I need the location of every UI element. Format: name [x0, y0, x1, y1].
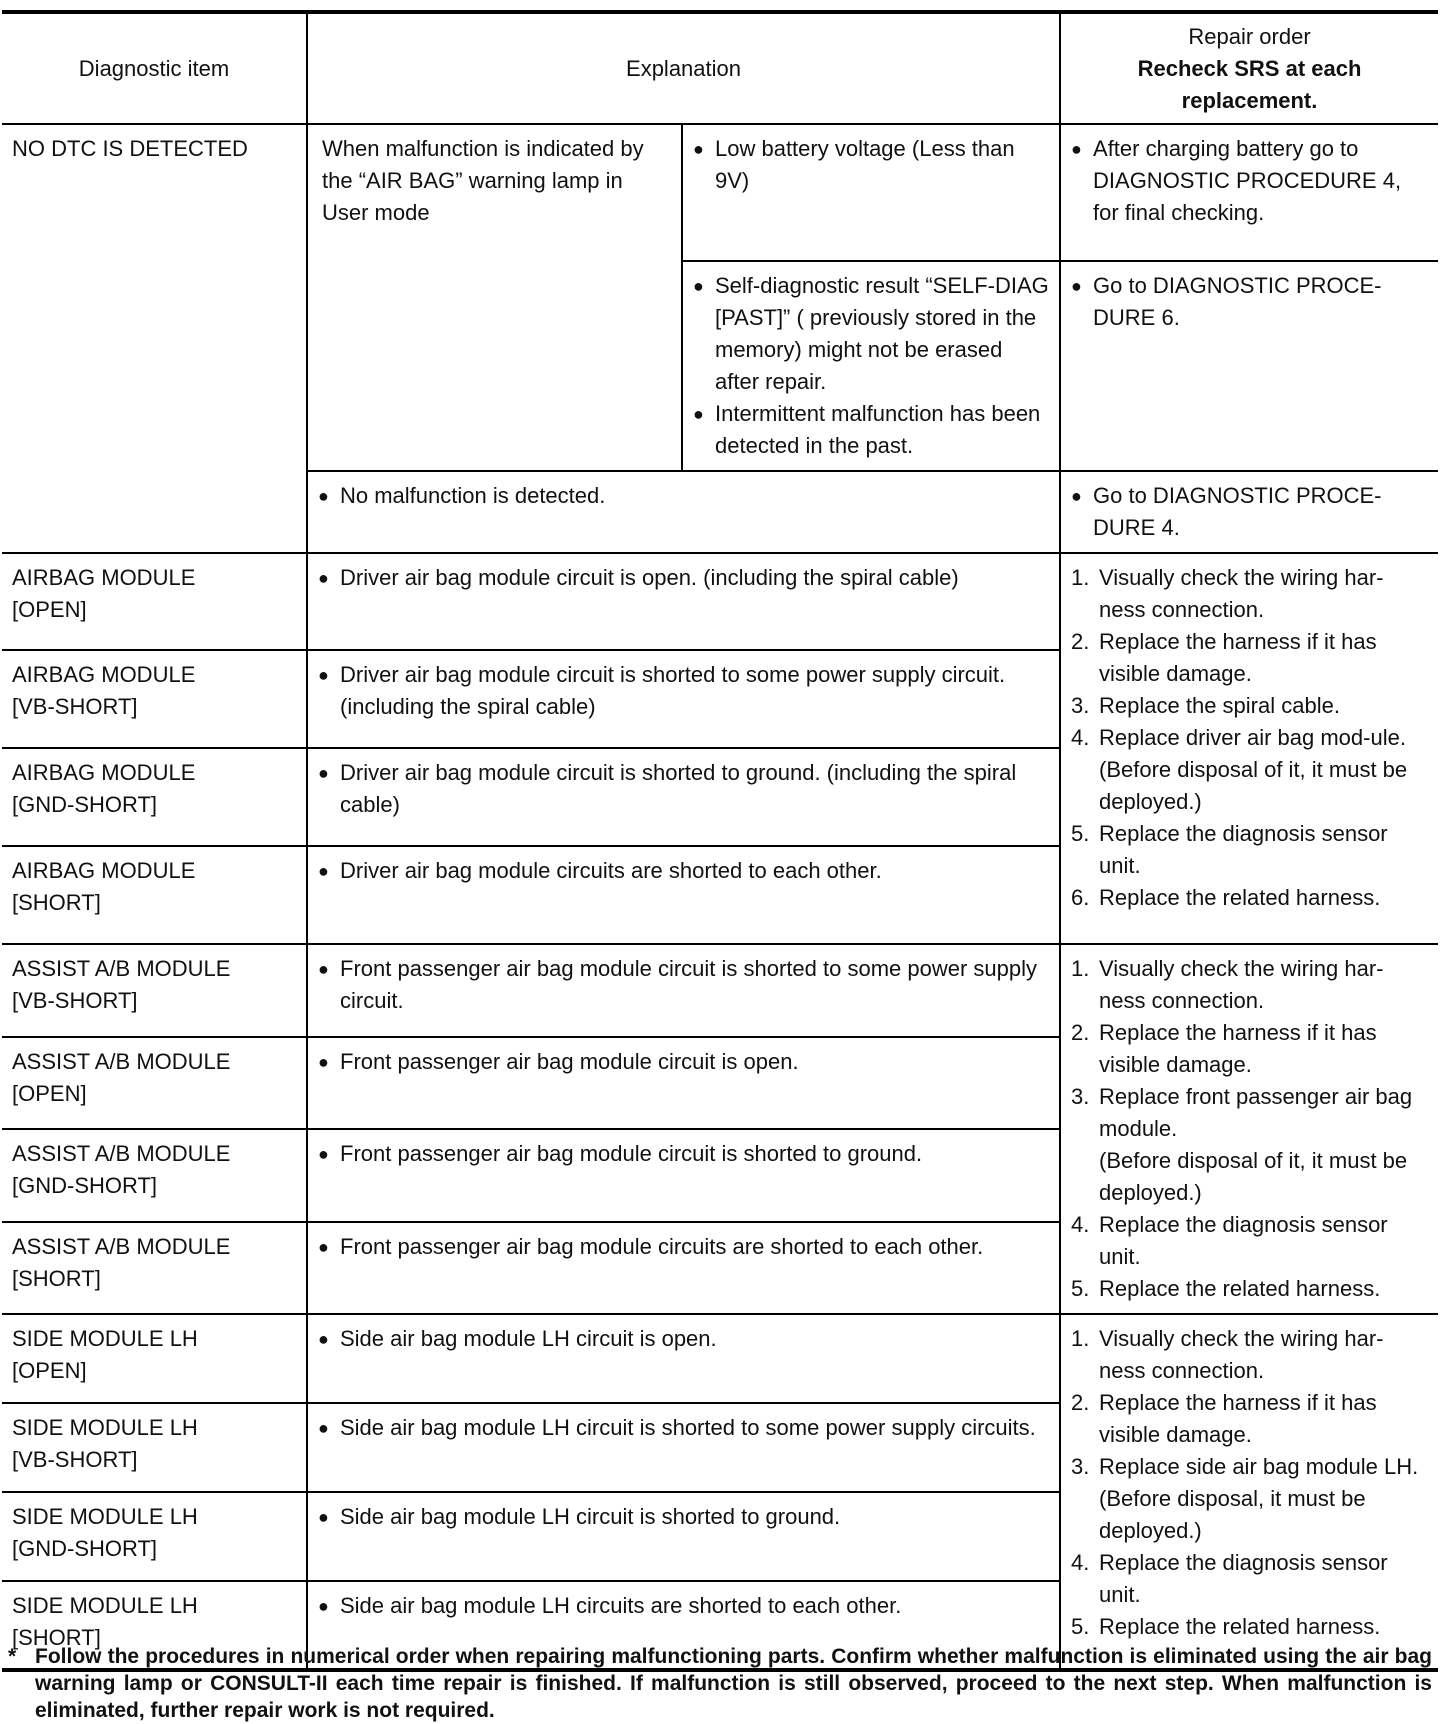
item-name: AIRBAG MODULE	[12, 565, 196, 590]
explanation	[307, 1314, 1060, 1403]
repair-step: 5. Replace the related harness.	[1071, 1276, 1381, 1301]
item-name: ASSIST A/B MODULE	[12, 1141, 231, 1166]
repair-step: 2. Replace the harness if it has visible damage.	[1071, 1390, 1377, 1447]
item-name: AIRBAG MODULE	[12, 760, 196, 785]
item-code: [OPEN]	[12, 597, 87, 622]
table-row	[2, 1314, 1438, 1403]
bullet-item: ● Self-diagnostic result “SELF-DIAG [PAST]” ( previously stored in the memory) might not be erased after repair.	[693, 270, 1049, 398]
item-code: [GND-SHORT]	[12, 1536, 158, 1561]
explanation	[307, 1129, 1060, 1222]
item-code: [GND-SHORT]	[12, 1173, 158, 1198]
bullet-item: ● Go to DIAGNOSTIC PROCE-DURE 4.	[1071, 480, 1428, 544]
explanation	[307, 846, 1060, 944]
repair-step: 4. Replace driver air bag mod-ule.	[1071, 725, 1406, 750]
bullet-item: ● Side air bag module LH circuit is shorted to some power supply circuits.	[318, 1412, 1049, 1444]
bullet-item: ● No malfunction is detected.	[318, 480, 1049, 512]
repair-step: 3. Replace the spiral cable.	[1071, 693, 1340, 718]
bullet-item: ● After charging battery go to DIAGNOSTIC PROCEDURE 4, for final checking.	[1071, 133, 1428, 229]
diagnostic-item	[2, 944, 307, 1037]
item-name: ASSIST A/B MODULE	[12, 1233, 231, 1259]
diagnostic-item	[2, 650, 307, 748]
explanation	[307, 1222, 1060, 1315]
explanation-no-malfunction	[307, 471, 1060, 553]
header-repair-order	[1060, 12, 1438, 124]
diagnostic-table	[2, 10, 1438, 1672]
header-explanation: Explanation	[307, 12, 1060, 124]
item-name: AIRBAG MODULE	[12, 662, 196, 687]
item-code: [SHORT]	[12, 1265, 101, 1291]
diagnostic-item	[2, 553, 307, 650]
item-name: ASSIST A/B MODULE	[12, 1048, 231, 1074]
explanation	[307, 944, 1060, 1037]
item-code: [VB-SHORT]	[12, 694, 138, 719]
bullet-item: ● Front passenger air bag module circuit is shorted to some power supply circuit.	[318, 953, 1049, 1017]
footnote-text: Follow the procedures in numerical order when repairing malfunctioning parts. Confirm whether malfunction is eliminated using the air bag warning lamp or CONSULT-II each time repair is finished. If malfunction is still observed, proceed to the next step. When malfunction is eliminated, further repair work is not required.	[35, 1645, 1432, 1722]
explanation-cause-past	[682, 261, 1060, 471]
footnote-marker: *	[8, 1645, 17, 1668]
bullet-item: ● Low battery voltage (Less than 9V)	[693, 133, 1049, 197]
repair-step-note: (Before disposal of it, it must be deployed.)	[1099, 757, 1408, 814]
header-diagnostic-item: Diagnostic item	[2, 12, 307, 124]
item-code: [VB-SHORT]	[12, 1447, 138, 1472]
item-name: SIDE MODULE LH	[12, 1504, 198, 1529]
repair-order-airbag	[1060, 553, 1438, 944]
repair-past	[1060, 261, 1438, 471]
bullet-item: ● Front passenger air bag module circuits are shorted to each other.	[318, 1231, 1049, 1263]
diagnostic-item	[2, 1492, 307, 1581]
item-name: SIDE MODULE LH	[12, 1326, 198, 1351]
repair-step: 4. Replace the diagnosis sensor unit.	[1071, 1550, 1388, 1607]
header-repair-order-title: Repair order	[1188, 23, 1311, 49]
diagnostic-item	[2, 748, 307, 846]
bullet-item: ● Driver air bag module circuits are shorted to each other.	[318, 855, 1049, 887]
item-name: AIRBAG MODULE	[12, 858, 196, 883]
repair-no-malfunction	[1060, 471, 1438, 553]
repair-step: 3. Replace front passenger air bag module.	[1071, 1084, 1413, 1141]
header-repair-order-note: Recheck SRS at each replacement.	[1137, 55, 1362, 113]
bullet-item: ● Driver air bag module circuit is open. (including the spiral cable)	[318, 562, 1049, 594]
explanation-condition: When malfunction is indicated by the “AIR BAG” warning lamp in User mode	[307, 124, 682, 471]
repair-step: 6. Replace the related harness.	[1071, 885, 1381, 910]
repair-step: 1. Visually check the wiring har-ness connection.	[1071, 1326, 1384, 1383]
table-row	[2, 553, 1438, 650]
item-code: [VB-SHORT]	[12, 988, 138, 1013]
item-name: SIDE MODULE LH	[12, 1415, 198, 1440]
bullet-item: ● Go to DIAGNOSTIC PROCE-DURE 6.	[1071, 270, 1428, 334]
diagnostic-item	[2, 1222, 307, 1315]
explanation	[307, 553, 1060, 650]
item-name: ASSIST A/B MODULE	[12, 956, 231, 981]
repair-step-note: (Before disposal, it must be deployed.)	[1099, 1486, 1366, 1543]
explanation	[307, 748, 1060, 846]
repair-step: 5. Replace the related harness.	[1071, 1614, 1381, 1639]
repair-order-assist	[1060, 944, 1438, 1314]
bullet-item: ● Driver air bag module circuit is shorted to ground. (including the spiral cable)	[318, 757, 1049, 821]
footnote	[8, 1643, 1432, 1724]
repair-step: 5. Replace the diagnosis sensor unit.	[1071, 821, 1388, 878]
repair-low-battery	[1060, 124, 1438, 261]
bullet-item: ● Side air bag module LH circuits are shorted to each other.	[318, 1590, 1049, 1622]
bullet-item: ● Side air bag module LH circuit is shorted to ground.	[318, 1501, 1049, 1533]
item-code: [OPEN]	[12, 1080, 87, 1106]
explanation-cause-low-battery	[682, 124, 1060, 261]
repair-step: 4. Replace the diagnosis sensor unit.	[1071, 1212, 1388, 1269]
explanation	[307, 1037, 1060, 1130]
item-name: SIDE MODULE LH	[12, 1593, 198, 1618]
repair-step: 2. Replace the harness if it has visible damage.	[1071, 1020, 1377, 1077]
table-row	[2, 124, 1438, 261]
table-row	[2, 944, 1438, 1037]
item-code: [OPEN]	[12, 1358, 87, 1383]
item-code: [SHORT]	[12, 890, 101, 915]
diagnostic-item	[2, 1129, 307, 1222]
table-header	[2, 12, 1438, 124]
diagnostic-item	[2, 1314, 307, 1403]
explanation	[307, 1492, 1060, 1581]
explanation	[307, 1403, 1060, 1492]
bullet-item: ● Side air bag module LH circuit is open.	[318, 1323, 1049, 1355]
explanation	[307, 650, 1060, 748]
bullet-item: ● Driver air bag module circuit is shorted to some power supply circuit. (including the spiral cable)	[318, 659, 1049, 723]
diagnostic-item	[2, 1403, 307, 1492]
repair-step-note: (Before disposal of it, it must be deployed.)	[1099, 1148, 1408, 1205]
repair-order-side	[1060, 1314, 1438, 1670]
bullet-item: ● Front passenger air bag module circuit is shorted to ground.	[318, 1138, 1049, 1170]
bullet-item: ● Intermittent malfunction has been detected in the past.	[693, 398, 1049, 462]
repair-step: 1. Visually check the wiring har-ness connection.	[1071, 565, 1384, 622]
item-code: [GND-SHORT]	[12, 792, 158, 817]
repair-step: 1. Visually check the wiring har-ness connection.	[1071, 956, 1384, 1013]
item-code: [SHORT]	[12, 1625, 101, 1650]
repair-step: 2. Replace the harness if it has visible damage.	[1071, 629, 1377, 686]
diagnostic-item	[2, 846, 307, 944]
diagnostic-item-no-dtc: NO DTC IS DETECTED	[2, 124, 307, 553]
bullet-item: ● Front passenger air bag module circuit is open.	[318, 1046, 1049, 1078]
diagnostic-item	[2, 1037, 307, 1130]
repair-step: 3. Replace side air bag module LH.	[1071, 1454, 1419, 1479]
